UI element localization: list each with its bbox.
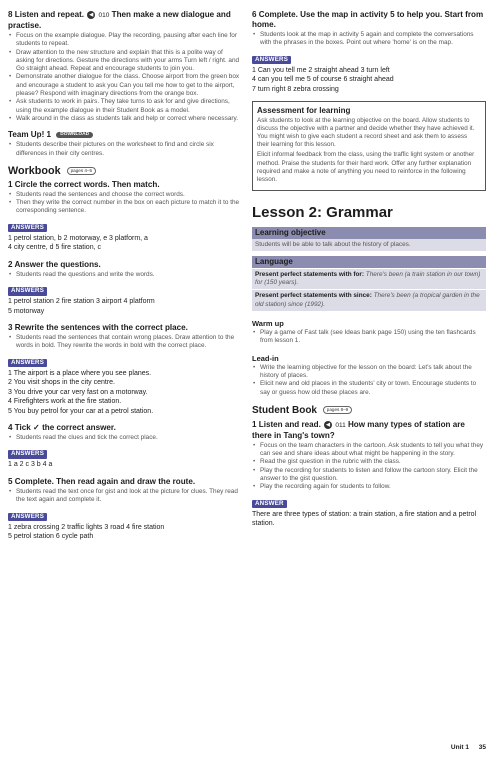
language-row: Present perfect statements with since: There's been (a tropical garden in the old station) since (1992). — [252, 289, 486, 311]
list-item: • Ask students to work in pairs. They take turns to ask for and give directions, using the example dialogue in their Student Book as a model. — [8, 98, 240, 115]
answers-badge: ANSWERS — [8, 287, 47, 296]
answer-line: 5 petrol station 6 cycle path — [8, 533, 94, 541]
list-item: • Focus on the example dialogue. Play the recording, pausing after each line for students to repeat. — [8, 32, 240, 49]
learning-objective-label: Learning objective — [252, 227, 486, 239]
answer-line: 5 You buy petrol for your car at a petrol station. — [8, 407, 154, 415]
answer-line: 4 can you tell me 5 of course 6 straight ahead — [252, 76, 394, 84]
left-column — [8, 10, 240, 549]
learning-objective-box — [252, 227, 486, 251]
workbook-4 — [8, 423, 240, 470]
workbook-2 — [8, 260, 240, 316]
student-book-1 — [252, 420, 486, 529]
answers-badge: ANSWERS — [8, 513, 47, 522]
list-item: • Elicit new and old places in the students' city or town. Encourage students to say or guess how old these places are. — [252, 380, 486, 397]
lead-in — [252, 354, 486, 397]
workbook-2-title: 2 Answer the questions. — [8, 259, 101, 269]
audio-icon[interactable]: ◀ — [87, 11, 95, 19]
assessment-box — [252, 101, 486, 191]
unit-label: Unit 1 — [450, 744, 469, 751]
student-book-heading: Student Book pages 8–9 — [252, 405, 486, 416]
right-column — [252, 10, 486, 536]
list-item: • Play the recording for students to listen and follow the cartoon story. Elicit the answer to the gist question. — [252, 467, 486, 484]
workbook-4-title: 4 Tick ✓ the correct answer. — [8, 423, 116, 433]
workbook-3-title: 3 Rewrite the sentences with the correct place. — [8, 323, 188, 333]
track-number: 010 — [98, 12, 110, 19]
workbook-1 — [8, 180, 240, 253]
list-item: • Students read the questions and write the words. — [8, 271, 240, 279]
learning-objective-text: Students will be able to talk about the history of places. — [252, 239, 486, 251]
list-item: • Students read the sentences that contain wrong places. Draw attention to the words in bold. They rewrite the words in bold with the correct place. — [8, 334, 240, 351]
list-item: • Students read the text once for gist and look at the picture for clues. They read the text again and complete it. — [8, 488, 240, 505]
answer-line: 4 city centre, d 5 fire station, c — [8, 244, 101, 252]
answers-badge: ANSWERS — [8, 224, 47, 233]
answer-line: 2 You visit shops in the city centre. — [8, 379, 116, 387]
list-item: • Play a game of Fast talk (see Ideas bank page 150) using the ten flashcards from lesson 1. — [252, 329, 486, 346]
page-footer — [443, 744, 486, 751]
activity-6 — [252, 10, 486, 94]
answer-line: 1 a 2 c 3 b 4 a — [8, 461, 53, 469]
warm-up-title: Warm up — [252, 319, 284, 329]
answers-badge: ANSWERS — [8, 359, 47, 368]
list-item: • Students describe their pictures on the worksheet to find and circle six differences in their city centres. — [8, 141, 240, 158]
answers-badge: ANSWERS — [8, 450, 47, 459]
answers-badge: ANSWERS — [252, 56, 291, 65]
list-item: • Read the gist question in the rubric with the class. — [252, 458, 486, 466]
list-item: • Walk around in the class as students talk and help or correct where necessary. — [8, 115, 240, 123]
list-item: • Draw attention to the new structure and explain that this is a polite way of asking for directions. Gesture the directions with your arms Turn left / right. and Go straight ahead. Repeat and encourage students to join you. — [8, 49, 240, 74]
list-item: • Students read the sentences and choose the correct words. — [8, 191, 240, 199]
list-item: • Focus on the team characters in the cartoon. Ask students to tell you what they can see and share ideas about what might be happening in the story. — [252, 442, 486, 459]
page-number: 35 — [478, 744, 486, 751]
workbook-5-title: 5 Complete. Then read again and draw the route. — [8, 476, 196, 486]
answer-line: 4 Firefighters work at the fire station. — [8, 398, 122, 406]
answer-line: 1 Can you tell me 2 straight ahead 3 turn left — [252, 66, 390, 74]
workbook-5 — [8, 477, 240, 542]
pages-badge: pages 8–9 — [323, 406, 352, 414]
language-row: Present perfect statements with for: There's been (a train station in our town) for (150 years). — [252, 268, 486, 290]
answer-badge: ANSWER — [252, 500, 287, 509]
list-item: • Demonstrate another dialogue for the class. Choose airport from the green box and encourage a student to ask you Can you tell me how to get to the airport, please? Respond with imaginary directions from the orange box. — [8, 73, 240, 98]
workbook-1-title: 1 Circle the correct words. Then match. — [8, 179, 160, 189]
answer-line: 7 turn right 8 zebra crossing — [252, 85, 339, 93]
pages-badge: pages 4–5 — [67, 167, 96, 175]
download-badge[interactable]: DOWNLOAD — [56, 132, 93, 138]
activity-8-title: 8 Listen and repeat. ◀ 010 Then make a new dialogue and practise. — [8, 10, 231, 30]
answer-line: 1 petrol station 2 fire station 3 airport 4 platform — [8, 298, 155, 306]
answer-line: 5 motorway — [8, 307, 45, 315]
answer-line: 1 petrol station, b 2 motorway, e 3 platform, a — [8, 234, 148, 242]
language-label: Language — [252, 256, 486, 268]
list-item: • Students read the clues and tick the correct place. — [8, 434, 240, 442]
activity-6-title: 6 Complete. Use the map in activity 5 to help you. Start from home. — [252, 10, 484, 29]
list-item: • Students look at the map in activity 5 again and complete the conversations with the phrases in the boxes. Point out where 'home' is on the map. — [252, 31, 486, 48]
activity-8 — [8, 10, 240, 123]
list-item: • Write the learning objective for the lesson on the board: Let's talk about the history of places. — [252, 364, 486, 381]
activity-8-notes — [8, 32, 240, 123]
assessment-paragraph: Ask students to look at the learning objective on the board. Allow students to discuss the objective with a partner and decide whether they have achieved it. You might wish to give each student a record sheet and ask them to assess their learning for this lesson. — [257, 117, 475, 149]
answer-line: 3 You drive your car very fast on a motorway. — [8, 388, 148, 396]
lesson-title: Lesson 2: Grammar — [252, 203, 393, 221]
team-up — [8, 130, 240, 158]
list-item: • Play the recording again for students to follow. — [252, 483, 486, 491]
workbook-3 — [8, 323, 240, 416]
lead-in-title: Lead-in — [252, 353, 279, 363]
language-box — [252, 256, 486, 311]
assessment-title: Assessment for learning — [257, 106, 351, 116]
track-number: 011 — [335, 421, 346, 429]
warm-up — [252, 319, 486, 346]
list-item: • Then they write the correct number in the box on each picture to match it to the corresponding sentence. — [8, 199, 240, 216]
answer-line: 1 zebra crossing 2 traffic lights 3 road 4 fire station — [8, 523, 165, 531]
audio-icon[interactable]: ◀ — [324, 421, 332, 429]
assessment-paragraph: Elicit informal feedback from the class, using the traffic light system or another method. Praise the students for their hard work. Offer any further explanation required and make a note of anything you need to reinforce in the following lesson. — [257, 151, 475, 183]
answer-line: There are three types of station: a train station, a fire station and a petrol station. — [252, 510, 477, 528]
answer-line: 1 The airport is a place where you see planes. — [8, 369, 152, 377]
workbook-heading: Workbook pages 4–5 — [8, 165, 240, 177]
team-up-title: Team Up! 1 DOWNLOAD — [8, 130, 240, 140]
student-book-1-title: 1 Listen and read. ◀ 011 How many types of station are there in Tang's town? — [252, 419, 465, 440]
